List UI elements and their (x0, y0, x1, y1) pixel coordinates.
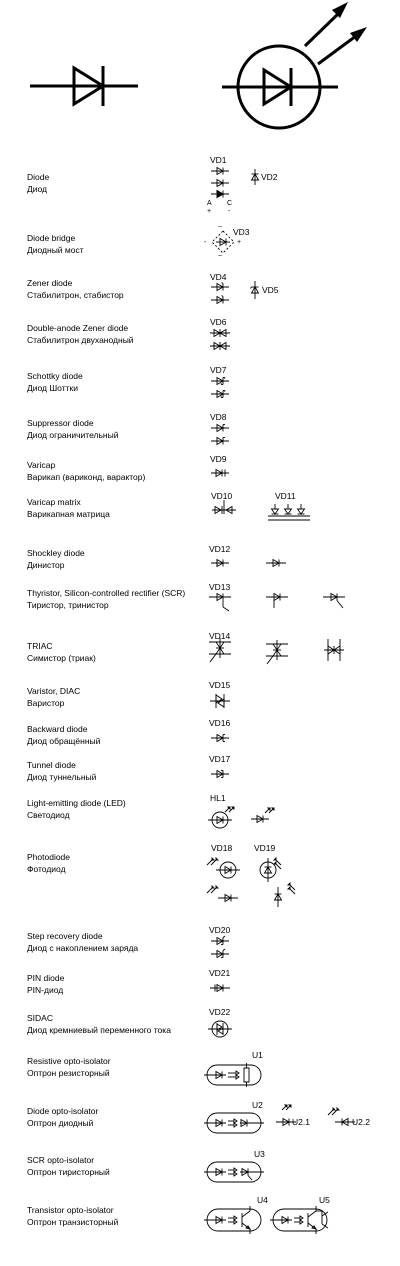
transistor-optoisolator-symbol (270, 1206, 328, 1234)
designator-vd10: VD10 (211, 491, 233, 501)
varicap-matrix-symbol (268, 504, 310, 520)
component-name-ru: Динистор (27, 560, 65, 570)
diode-symbol-vertical (252, 169, 259, 185)
zener-diode-symbol-vertical (251, 281, 259, 299)
double-anode-zener-symbol (210, 342, 230, 350)
designator-vd15: VD15 (209, 680, 231, 690)
step-recovery-diode-symbol (211, 949, 229, 958)
scr-optoisolator-symbol (204, 1162, 264, 1182)
component-name-ru: Варикап (вариконд, варактор) (27, 472, 146, 482)
component-name-ru: Оптрон тиристорный (27, 1167, 110, 1177)
designator-u1: U1 (252, 1050, 263, 1060)
component-name-en: TRIAC (27, 641, 53, 651)
component-names (27, 1105, 98, 1129)
component-names (27, 930, 138, 954)
component-names (27, 972, 64, 996)
diac-symbol (210, 694, 230, 708)
thyristor-symbol (209, 594, 231, 612)
component-names (27, 417, 118, 441)
component-name-en: Diode (27, 172, 50, 182)
designator-u5: U5 (319, 1195, 330, 1205)
component-name-en: Resistive opto-isolator (27, 1056, 111, 1066)
component-name-en: Thyristor, Silicon-controlled rectifier (SCR) (27, 588, 186, 598)
varicap-symbol (211, 470, 229, 477)
diode-symbol (211, 168, 229, 175)
designator-vd9: VD9 (210, 454, 227, 464)
component-name-ru: Диод (27, 184, 48, 194)
component-name-ru: Диод Шоттки (27, 383, 78, 393)
component-name-en: Varistor, DIAC (27, 686, 81, 696)
designator-vd20: VD20 (209, 925, 231, 935)
component-name-ru: Стабилитрон двуханодный (27, 335, 134, 345)
pin-label-ac: ~ (218, 253, 223, 260)
pin-label-minus: - (204, 239, 207, 246)
component-name-en: Shockley diode (27, 548, 85, 558)
component-names (27, 640, 96, 664)
designator-vd5: VD5 (262, 285, 279, 295)
component-names (27, 277, 124, 301)
component-name-ru: Диод с накоплением заряда (27, 943, 139, 953)
component-symbols (200, 837, 395, 927)
component-name-en: Diode bridge (27, 233, 76, 243)
designator-vd1: VD1 (210, 155, 227, 165)
designator-vd21: VD21 (209, 968, 231, 978)
resistive-optoisolator-symbol (204, 1063, 261, 1087)
designator-vd14: VD14 (209, 631, 231, 641)
pin-diode-symbol (210, 985, 230, 992)
component-name-ru: Тиристор, тринистор (27, 600, 109, 610)
designator-u4: U4 (257, 1195, 268, 1205)
component-names (27, 171, 49, 195)
component-names (27, 1154, 110, 1178)
shockley-diode-symbol (211, 560, 229, 567)
component-name-en: Zener diode (27, 278, 73, 288)
designator-vd7: VD7 (210, 365, 227, 375)
schottky-diode-symbol (211, 378, 229, 385)
tunnel-diode-symbol (211, 771, 229, 778)
diode-symbol (211, 180, 229, 187)
designator-vd12: VD12 (209, 544, 231, 554)
component-name-ru: Диод кремниевый переменного тока (27, 1025, 171, 1035)
step-recovery-diode-symbol (211, 936, 229, 945)
component-name-en: PIN diode (27, 973, 65, 983)
designator-u2: U2 (252, 1100, 263, 1110)
designator-vd13: VD13 (209, 582, 231, 592)
component-name-ru: Оптрон транзисторный (27, 1217, 119, 1227)
component-names (27, 547, 85, 571)
pin-label-plus: + (207, 208, 212, 215)
component-name-ru: Варикапная матрица (27, 509, 110, 519)
component-names (27, 1204, 118, 1228)
component-name-en: Schottky diode (27, 371, 83, 381)
component-name-ru: Оптрон резисторный (27, 1068, 110, 1078)
backward-diode-symbol (211, 735, 229, 742)
triac-symbol (324, 639, 344, 661)
component-names (27, 370, 83, 394)
zener-diode-symbol (211, 283, 229, 291)
double-anode-zener-symbol (210, 329, 230, 337)
hero-symbols (0, 0, 400, 140)
designator-vd2: VD2 (261, 172, 278, 182)
component-symbols (200, 222, 395, 272)
varicap-matrix-symbol (212, 500, 236, 514)
designator-vd8: VD8 (210, 412, 227, 422)
designator-u2-2: U2.2 (352, 1117, 370, 1127)
component-name-en: Suppressor diode (27, 418, 94, 428)
component-name-en: Tunnel diode (27, 760, 76, 770)
photodiode-symbol (207, 858, 240, 878)
transistor-optoisolator-symbol (204, 1206, 261, 1234)
component-names (27, 496, 110, 520)
designator-vd17: VD17 (209, 754, 231, 764)
component-name-ru: Стабилитрон, стабистор (27, 290, 124, 300)
component-name-en: SCR opto-isolator (27, 1155, 95, 1165)
component-name-en: Varicap matrix (27, 497, 81, 507)
designator-vd19: VD19 (254, 843, 276, 853)
component-name-ru: Варистор (27, 698, 65, 708)
component-name-en: Backward diode (27, 724, 88, 734)
component-names (27, 587, 185, 611)
component-names (27, 851, 70, 875)
suppressor-diode-symbol (211, 425, 229, 432)
component-name-en: Transistor opto-isolator (27, 1205, 114, 1215)
designator-u3: U3 (254, 1149, 265, 1159)
component-name-en: Diode opto-isolator (27, 1106, 99, 1116)
designator-vd6: VD6 (210, 317, 227, 327)
component-name-en: Light-emitting diode (LED) (27, 798, 126, 808)
large-led-symbol (222, 14, 356, 128)
component-name-en: Varicap (27, 460, 56, 470)
component-name-ru: Диод обращённый (27, 736, 101, 746)
component-names (27, 1055, 111, 1079)
pin-label-plus: + (237, 239, 242, 246)
component-names (27, 723, 100, 747)
component-names (27, 459, 145, 483)
zener-diode-symbol (211, 296, 229, 304)
component-name-ru: Диод туннельный (27, 772, 97, 782)
pin-label-minus: - (228, 208, 231, 215)
designator-vd18: VD18 (211, 843, 233, 853)
photodiode-symbol (275, 883, 296, 907)
designator-vd11: VD11 (275, 491, 296, 501)
component-symbols (200, 1190, 395, 1252)
component-name-en: Step recovery diode (27, 931, 103, 941)
component-name-ru: Диодный мост (27, 245, 84, 255)
component-name-ru: Диод ограничительный (27, 430, 119, 440)
component-name-en: SIDAC (27, 1013, 53, 1023)
pin-label-ac: ~ (218, 224, 223, 231)
designator-vd22: VD22 (209, 1007, 231, 1017)
suppressor-diode-symbol (211, 438, 229, 445)
component-name-ru: Фотодиод (27, 864, 66, 874)
designator-vd3: VD3 (233, 227, 250, 237)
component-names (27, 1012, 171, 1036)
designator-vd16: VD16 (209, 718, 231, 728)
designator-vd4: VD4 (210, 272, 227, 282)
component-name-ru: PIN-диод (27, 985, 64, 995)
thyristor-symbol (323, 594, 345, 609)
triac-symbol (266, 640, 288, 664)
component-names (27, 685, 80, 709)
component-names (27, 322, 134, 346)
component-names (27, 232, 84, 256)
thyristor-symbol (266, 594, 288, 609)
component-names (27, 759, 96, 783)
photodiode-symbol (260, 858, 281, 882)
diode-symbol (217, 191, 223, 198)
component-names (27, 797, 126, 821)
shockley-diode-symbol (266, 560, 286, 567)
led-symbol (251, 808, 274, 823)
schottky-diode-symbol (211, 391, 229, 398)
pin-label-anode: A (207, 200, 212, 207)
component-name-ru: Оптрон диодный (27, 1118, 94, 1128)
component-name-en: Double-anode Zener diode (27, 323, 129, 333)
pin-label-cathode: C (227, 200, 233, 207)
component-name-ru: Симистор (триак) (27, 653, 96, 663)
triac-symbol (209, 638, 231, 662)
photodiode-symbol (207, 886, 238, 902)
diode-optoisolator-symbol (204, 1113, 264, 1133)
photodiode-symbol (328, 1108, 355, 1126)
large-diode-symbol (30, 66, 138, 106)
component-name-ru: Светодиод (27, 810, 70, 820)
designator-hl1: HL1 (210, 793, 226, 803)
sidac-symbol (208, 1021, 232, 1037)
component-name-en: Photodiode (27, 852, 71, 862)
led-symbol (208, 807, 234, 828)
designator-u2-1: U2.1 (292, 1117, 310, 1127)
diode-bridge-symbol (212, 231, 234, 253)
